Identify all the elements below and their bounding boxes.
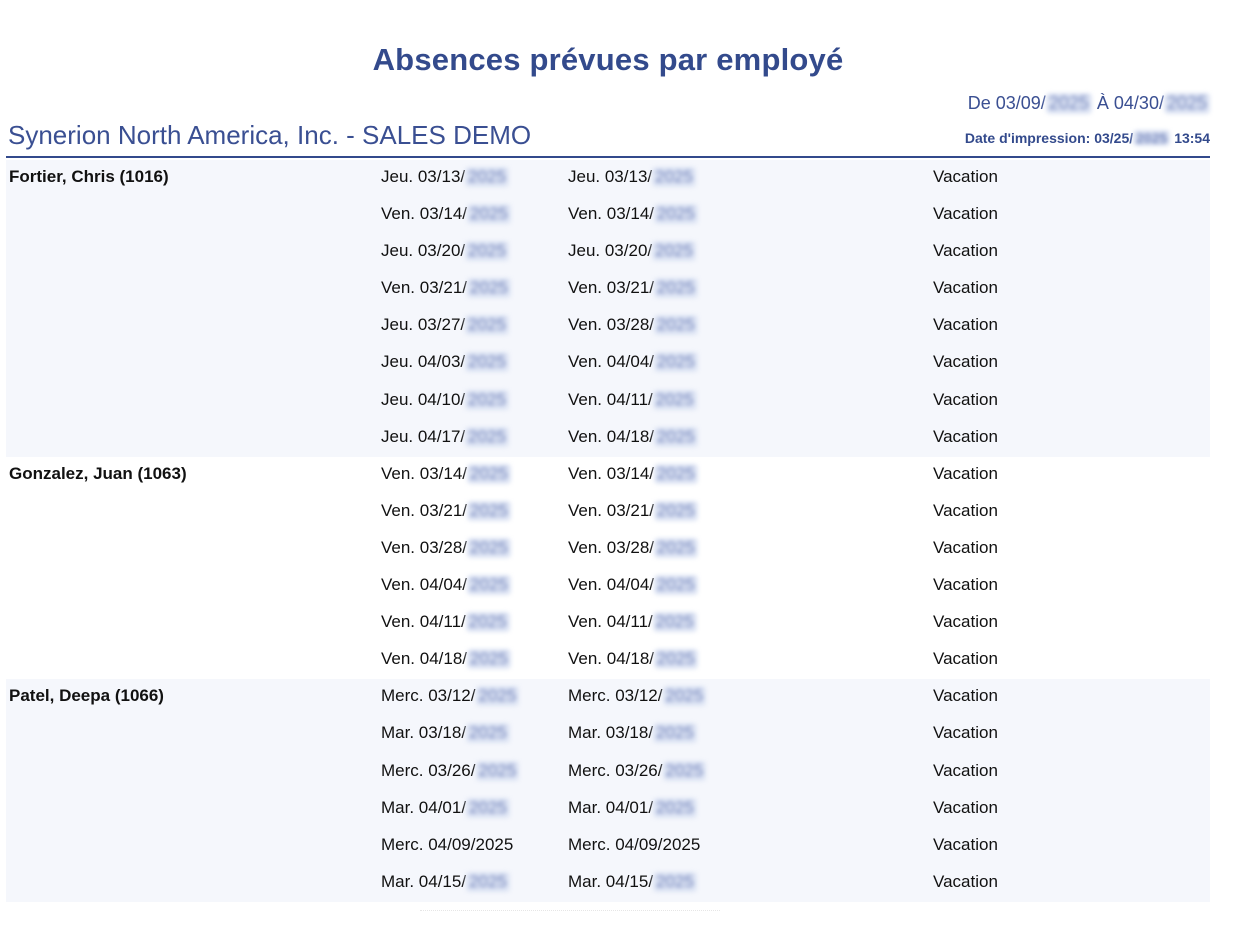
start-date: [381, 761, 519, 781]
start-date: [381, 390, 509, 410]
start-date-year: 2025: [465, 167, 509, 187]
start-date: [381, 427, 509, 447]
end-date: [568, 686, 706, 706]
table-row: [6, 271, 1210, 308]
end-date: [568, 538, 698, 558]
start-date: [381, 278, 511, 298]
end-date: [568, 427, 698, 447]
absence-reason: Vacation: [933, 686, 998, 706]
end-date: [568, 872, 697, 892]
start-date-text: Jeu. 04/10/: [381, 389, 466, 409]
end-date-text: Ven. 03/28/: [568, 315, 655, 335]
start-date: [381, 167, 509, 187]
start-date-year: 2025: [465, 390, 509, 410]
start-date-year: 2025: [466, 612, 510, 632]
end-date: [568, 612, 697, 632]
table-row: [6, 308, 1210, 345]
end-date-year: 2025: [653, 390, 697, 410]
table-row: [6, 679, 1210, 716]
start-date-text: Jeu. 03/13/: [381, 167, 466, 186]
start-date: [381, 872, 510, 892]
range-to-date: 04/30/: [1113, 93, 1164, 113]
end-date-text: Mar. 04/15/: [568, 871, 654, 891]
end-date: [568, 761, 706, 781]
start-date: [381, 204, 511, 224]
end-date: [568, 390, 697, 410]
absence-reason: Vacation: [933, 278, 998, 298]
table-row: [6, 457, 1210, 494]
table-row: [6, 865, 1210, 902]
end-date-year: 2025: [653, 872, 697, 892]
start-date: [381, 686, 519, 706]
start-date-text: Jeu. 03/27/: [381, 315, 466, 335]
table-row: [6, 716, 1210, 753]
end-date-text: Jeu. 03/13/: [568, 167, 653, 186]
end-date: [568, 315, 698, 335]
start-date: [381, 723, 510, 743]
end-date-text: Ven. 03/14/: [568, 463, 655, 483]
start-date-text: Ven. 03/21/: [381, 500, 468, 520]
end-date-text: Ven. 04/18/: [568, 649, 655, 669]
absence-reason: Vacation: [933, 500, 998, 520]
start-date-text: Ven. 03/21/: [381, 278, 468, 298]
end-date-text: Ven. 04/04/: [568, 352, 655, 372]
range-from-date: 03/09/: [995, 93, 1046, 113]
start-date: [381, 241, 509, 261]
range-to-label: À: [1096, 93, 1109, 113]
start-date: [381, 575, 511, 595]
absence-reason: Vacation: [933, 204, 998, 224]
table-row: [6, 197, 1210, 234]
end-date-text: Mar. 04/01/: [568, 797, 654, 817]
end-date-text: Merc. 03/12/: [568, 686, 663, 706]
end-date-text: Ven. 03/21/: [568, 500, 655, 520]
end-date-text: Ven. 03/28/: [568, 537, 655, 557]
end-date-year: 2025: [654, 278, 698, 298]
table-row: [6, 754, 1210, 791]
absence-reason: Vacation: [933, 426, 998, 446]
print-date-value: 03/25/: [1094, 130, 1134, 146]
start-date-text: Ven. 04/11/: [381, 612, 466, 632]
start-date-text: Merc. 03/26/: [381, 760, 476, 780]
start-date-text: Jeu. 04/17/: [381, 426, 466, 446]
start-date: [381, 501, 511, 521]
end-date: [568, 501, 698, 521]
print-date-year: 2025: [1133, 130, 1170, 146]
report-title: Absences prévues par employé: [372, 42, 844, 77]
header-divider: [6, 156, 1210, 158]
absence-reason: Vacation: [933, 871, 998, 891]
end-date-text: Ven. 04/18/: [568, 426, 655, 446]
start-date-year: 2025: [467, 649, 511, 669]
absence-reason: Vacation: [933, 723, 998, 743]
end-date-text: Ven. 04/11/: [568, 389, 653, 409]
end-date: [568, 204, 698, 224]
absence-reason: Vacation: [933, 797, 998, 817]
absence-reason: Vacation: [933, 834, 998, 854]
end-date-year: 2025: [654, 575, 698, 595]
end-date-year: 2025: [654, 204, 698, 224]
print-date: [965, 130, 1210, 146]
end-date-year: 2025: [663, 761, 707, 781]
end-date-text: Ven. 03/21/: [568, 278, 655, 298]
end-date: [568, 575, 698, 595]
employee-name: Fortier, Chris (1016): [9, 167, 169, 186]
end-date-year: 2025: [653, 798, 697, 818]
end-date-year: 2025: [662, 834, 701, 854]
start-date-year: 2025: [467, 575, 511, 595]
absence-reason: Vacation: [933, 463, 998, 483]
table-row: [6, 828, 1210, 865]
end-date-text: Merc. 03/26/: [568, 760, 663, 780]
absence-table: [6, 160, 1210, 902]
table-row: [6, 531, 1210, 568]
end-date-year: 2025: [654, 649, 698, 669]
end-date-year: 2025: [652, 241, 696, 261]
end-date-year: 2025: [653, 723, 697, 743]
start-date-year: 2025: [466, 723, 510, 743]
start-date: [381, 464, 511, 484]
start-date-text: Ven. 04/04/: [381, 575, 468, 595]
range-to-year: 2025: [1164, 93, 1210, 114]
start-date-text: Mar. 04/01/: [381, 797, 467, 817]
start-date-text: Ven. 03/14/: [381, 463, 468, 483]
table-row: [6, 791, 1210, 828]
start-date-text: Ven. 04/18/: [381, 649, 468, 669]
start-date-text: Ven. 03/14/: [381, 204, 468, 224]
end-date: [568, 352, 698, 372]
end-date-year: 2025: [654, 352, 698, 372]
end-date: [568, 167, 696, 187]
start-date-text: Merc. 04/09/: [381, 834, 476, 854]
page-break-fragment: [420, 902, 720, 911]
employee-group: [6, 457, 1210, 680]
end-date: [568, 649, 698, 669]
range-from-year: 2025: [1046, 93, 1092, 114]
start-date-year: 2025: [467, 464, 511, 484]
end-date-year: 2025: [652, 167, 696, 187]
absence-reason: Vacation: [933, 315, 998, 335]
table-row: [6, 234, 1210, 271]
start-date-text: Merc. 03/12/: [381, 686, 476, 706]
end-date-text: Ven. 03/14/: [568, 204, 655, 224]
start-date-text: Ven. 03/28/: [381, 537, 468, 557]
employee-name: Patel, Deepa (1066): [9, 686, 164, 706]
start-date-year: 2025: [467, 204, 511, 224]
absence-reason: Vacation: [933, 612, 998, 632]
end-date-year: 2025: [653, 612, 697, 632]
end-date-year: 2025: [654, 315, 698, 335]
end-date-year: 2025: [654, 501, 698, 521]
absence-reason: Vacation: [933, 537, 998, 557]
absence-reason: Vacation: [933, 760, 998, 780]
print-time: 13:54: [1174, 130, 1210, 146]
start-date-year: 2025: [465, 427, 509, 447]
table-row: [6, 345, 1210, 382]
start-date-year: 2025: [466, 798, 510, 818]
end-date: [568, 464, 698, 484]
end-date-year: 2025: [654, 538, 698, 558]
end-date: [568, 835, 700, 855]
end-date-year: 2025: [654, 427, 698, 447]
table-row: [6, 383, 1210, 420]
end-date: [568, 723, 697, 743]
absence-reason: Vacation: [933, 575, 998, 595]
end-date: [568, 798, 697, 818]
employee-name: Gonzalez, Juan (1063): [9, 463, 187, 483]
range-from-label: De: [967, 93, 991, 113]
absence-reason: Vacation: [933, 649, 998, 669]
start-date-text: Mar. 04/15/: [381, 871, 467, 891]
table-row: [6, 494, 1210, 531]
end-date-text: Ven. 04/04/: [568, 575, 655, 595]
end-date-text: Jeu. 03/20/: [568, 241, 653, 261]
absence-reason: Vacation: [933, 241, 998, 261]
start-date-year: 2025: [467, 278, 511, 298]
absence-reason: Vacation: [933, 389, 998, 409]
start-date-year: 2025: [466, 872, 510, 892]
table-row: [6, 642, 1210, 679]
absence-reason: Vacation: [933, 352, 998, 372]
start-date-year: 2025: [465, 241, 509, 261]
end-date-year: 2025: [663, 686, 707, 706]
end-date-year: 2025: [654, 464, 698, 484]
start-date: [381, 835, 513, 855]
start-date-text: Mar. 03/18/: [381, 723, 467, 743]
start-date: [381, 649, 511, 669]
start-date: [381, 538, 511, 558]
table-row: [6, 160, 1210, 197]
employee-group: [6, 679, 1210, 902]
start-date: [381, 315, 509, 335]
start-date-text: Jeu. 04/03/: [381, 352, 466, 372]
start-date-year: 2025: [475, 834, 514, 854]
end-date: [568, 278, 698, 298]
employee-group: [6, 160, 1210, 457]
start-date-year: 2025: [476, 686, 520, 706]
date-range: [968, 93, 1210, 114]
absence-reason: Vacation: [933, 167, 998, 186]
start-date-year: 2025: [467, 501, 511, 521]
print-date-label: Date d'impression:: [964, 130, 1091, 146]
start-date-year: 2025: [467, 538, 511, 558]
company-name: Synerion North America, Inc. - SALES DEMO: [8, 120, 532, 150]
end-date-text: Merc. 04/09/: [568, 834, 663, 854]
end-date: [568, 241, 696, 261]
table-row: [6, 568, 1210, 605]
table-row: [6, 605, 1210, 642]
start-date-text: Jeu. 03/20/: [381, 241, 466, 261]
start-date-year: 2025: [465, 352, 509, 372]
start-date: [381, 352, 509, 372]
start-date: [381, 798, 510, 818]
end-date-text: Ven. 04/11/: [568, 612, 653, 632]
end-date-text: Mar. 03/18/: [568, 723, 654, 743]
start-date-year: 2025: [476, 761, 520, 781]
start-date-year: 2025: [465, 315, 509, 335]
start-date: [381, 612, 510, 632]
table-row: [6, 420, 1210, 457]
